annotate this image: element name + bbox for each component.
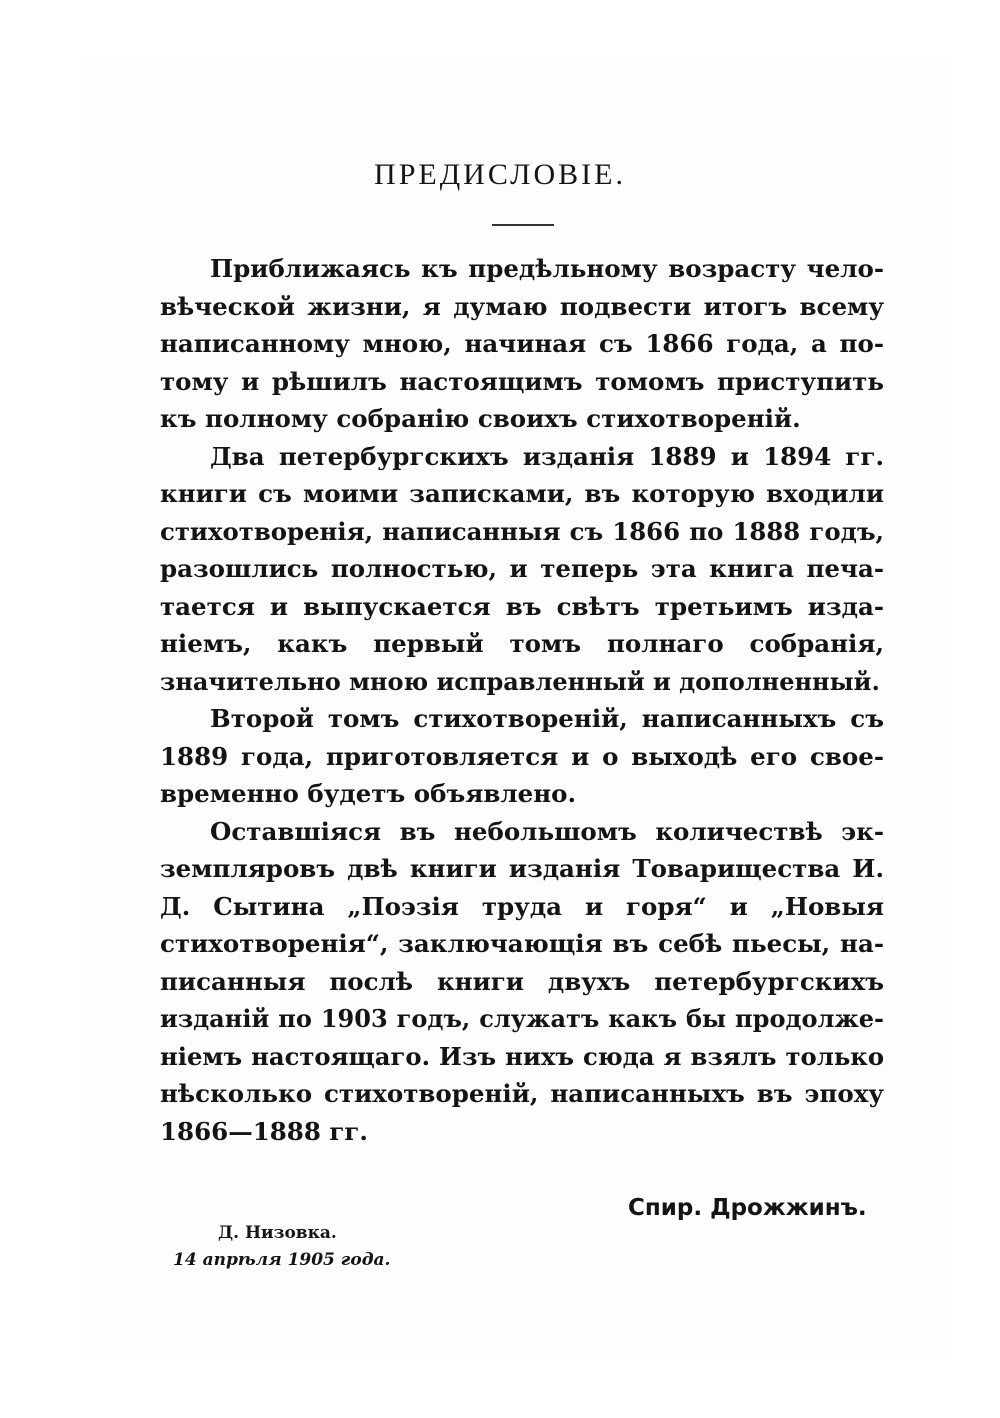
text-line: Приближаясь къ предѣльному возрасту чело- xyxy=(210,254,884,283)
title-divider xyxy=(492,224,554,226)
page-title: ПРЕДИСЛОВІЕ. xyxy=(374,158,626,191)
text-line: 1866—1888 гг. xyxy=(160,1116,368,1146)
text-line: стихотворенія“, заключающія въ себѣ пьесы, на- xyxy=(160,929,884,958)
text-line: Второй томъ стихотвореній, написанныхъ съ xyxy=(210,704,884,733)
preface-body xyxy=(160,250,884,1150)
text-line: изданій по 1903 годъ, служатъ какъ бы продолже- xyxy=(160,1004,884,1033)
text-line: разошлись полностью, и теперь эта книга печа- xyxy=(160,554,884,583)
paragraph-3 xyxy=(160,700,884,813)
text-line: Д. Сытина „Поэзія труда и горя“ и „Новыя xyxy=(160,891,884,921)
text-line: написанному мною, начиная съ 1866 года, а по- xyxy=(160,329,884,358)
place-line: Д. Низовка. xyxy=(218,1223,337,1243)
text-line: 1889 года, приготовляется и о выходѣ его свое- xyxy=(160,741,884,771)
text-line: писанныя послѣ книги двухъ петербургскихъ xyxy=(160,966,884,996)
text-line: книги съ моими записками, въ которую входили xyxy=(160,479,884,508)
paragraph-2 xyxy=(160,438,884,701)
text-line: тому и рѣшилъ настоящимъ томомъ приступить xyxy=(160,366,884,396)
text-line: Два петербургскихъ изданія 1889 и 1894 гг. xyxy=(210,441,884,471)
date-line: 14 апрѣля 1905 года. xyxy=(173,1250,391,1270)
author-signature: Спир. Дрожжинъ. xyxy=(628,1195,867,1221)
paragraph-4 xyxy=(160,813,884,1151)
text-line: къ полному собранію своихъ стихотвореній. xyxy=(160,404,801,433)
text-line: нѣсколько стихотвореній, написанныхъ въ эпоху xyxy=(160,1079,884,1108)
text-line: стихотворенія, написанныя съ 1866 по 1888 годъ, xyxy=(160,516,884,546)
text-line: вѣческой жизни, я думаю подвести итогъ всему xyxy=(160,291,884,321)
text-line: Оставшіяся въ небольшомъ количествѣ эк- xyxy=(210,816,884,846)
text-line: тается и выпускается въ свѣтъ третьимъ изда- xyxy=(160,591,884,621)
text-line: временно будетъ объявлено. xyxy=(160,779,577,808)
text-line: значительно мною исправленный и дополненный. xyxy=(160,666,880,696)
text-line: земпляровъ двѣ книги изданія Товарищества И. xyxy=(160,854,884,883)
paragraph-1 xyxy=(160,250,884,438)
text-line: ніемъ, какъ первый томъ полнаго собранія, xyxy=(160,629,884,658)
text-line: ніемъ настоящаго. Изъ нихъ сюда я взялъ только xyxy=(160,1041,884,1071)
